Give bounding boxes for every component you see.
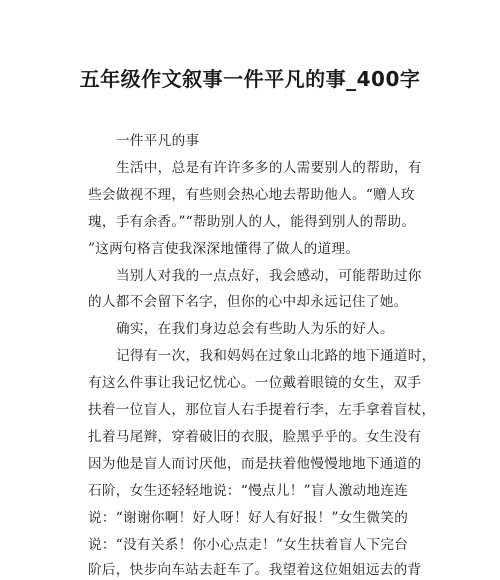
document-title: 五年级作文叙事一件平凡的事_400字 [79,67,421,91]
paragraph-line: 阶后，快步向车站去赶车了。我望着这位姐姐远去的背 [88,562,422,578]
paragraph-line: ”这两句格言使我深深地懂得了做人的道理。 [88,241,360,257]
paragraph-line: 有这么件事让我记忆忧心。一位戴着眼镜的女生，双手 [88,375,422,391]
essay-heading: 一件平凡的事 [116,133,200,149]
paragraph-line: 确实，在我们身边总会有些助人为乐的好人。 [116,321,394,337]
paragraph-line: 些会做视不理，有些则会热心地去帮助他人。“赠人玫 [88,187,415,203]
paragraph-line: 扎着马尾辫，穿着破旧的衣服，脸黑乎乎的。女生没有 [88,429,422,445]
paragraph-line: 生活中，总是有许许多多的人需要别人的帮助，有 [116,160,422,176]
paragraph-line: 当别人对我的一点点好，我会感动，可能帮助过你 [116,268,422,284]
paragraph-line: 扶着一位盲人，那位盲人右手提着行李，左手拿着盲杖， [88,402,436,418]
paragraph-line: 瑰，手有余香。”“帮助别人的人，能得到别人的帮助。 [88,214,416,230]
paragraph-line: 石阶，女生还轻轻地说：“慢点儿！”盲人激动地连连 [88,483,409,499]
paragraph-line: 的人都不会留下名字，但你的心中却永远记住了她。 [88,294,408,310]
paragraph-line: 记得有一次，我和妈妈在过象山北路的地下通道时， [116,348,436,364]
paragraph-line: 说：“没有关系！你小心点走！”女生扶着盲人下完台 [88,537,409,553]
paragraph-line: 因为他是盲人而讨厌他，而是扶着他慢慢地地下通道的 [88,456,422,472]
paragraph-line: 说：“谢谢你啊！好人呀！好人有好报！”女生微笑的 [88,510,409,526]
